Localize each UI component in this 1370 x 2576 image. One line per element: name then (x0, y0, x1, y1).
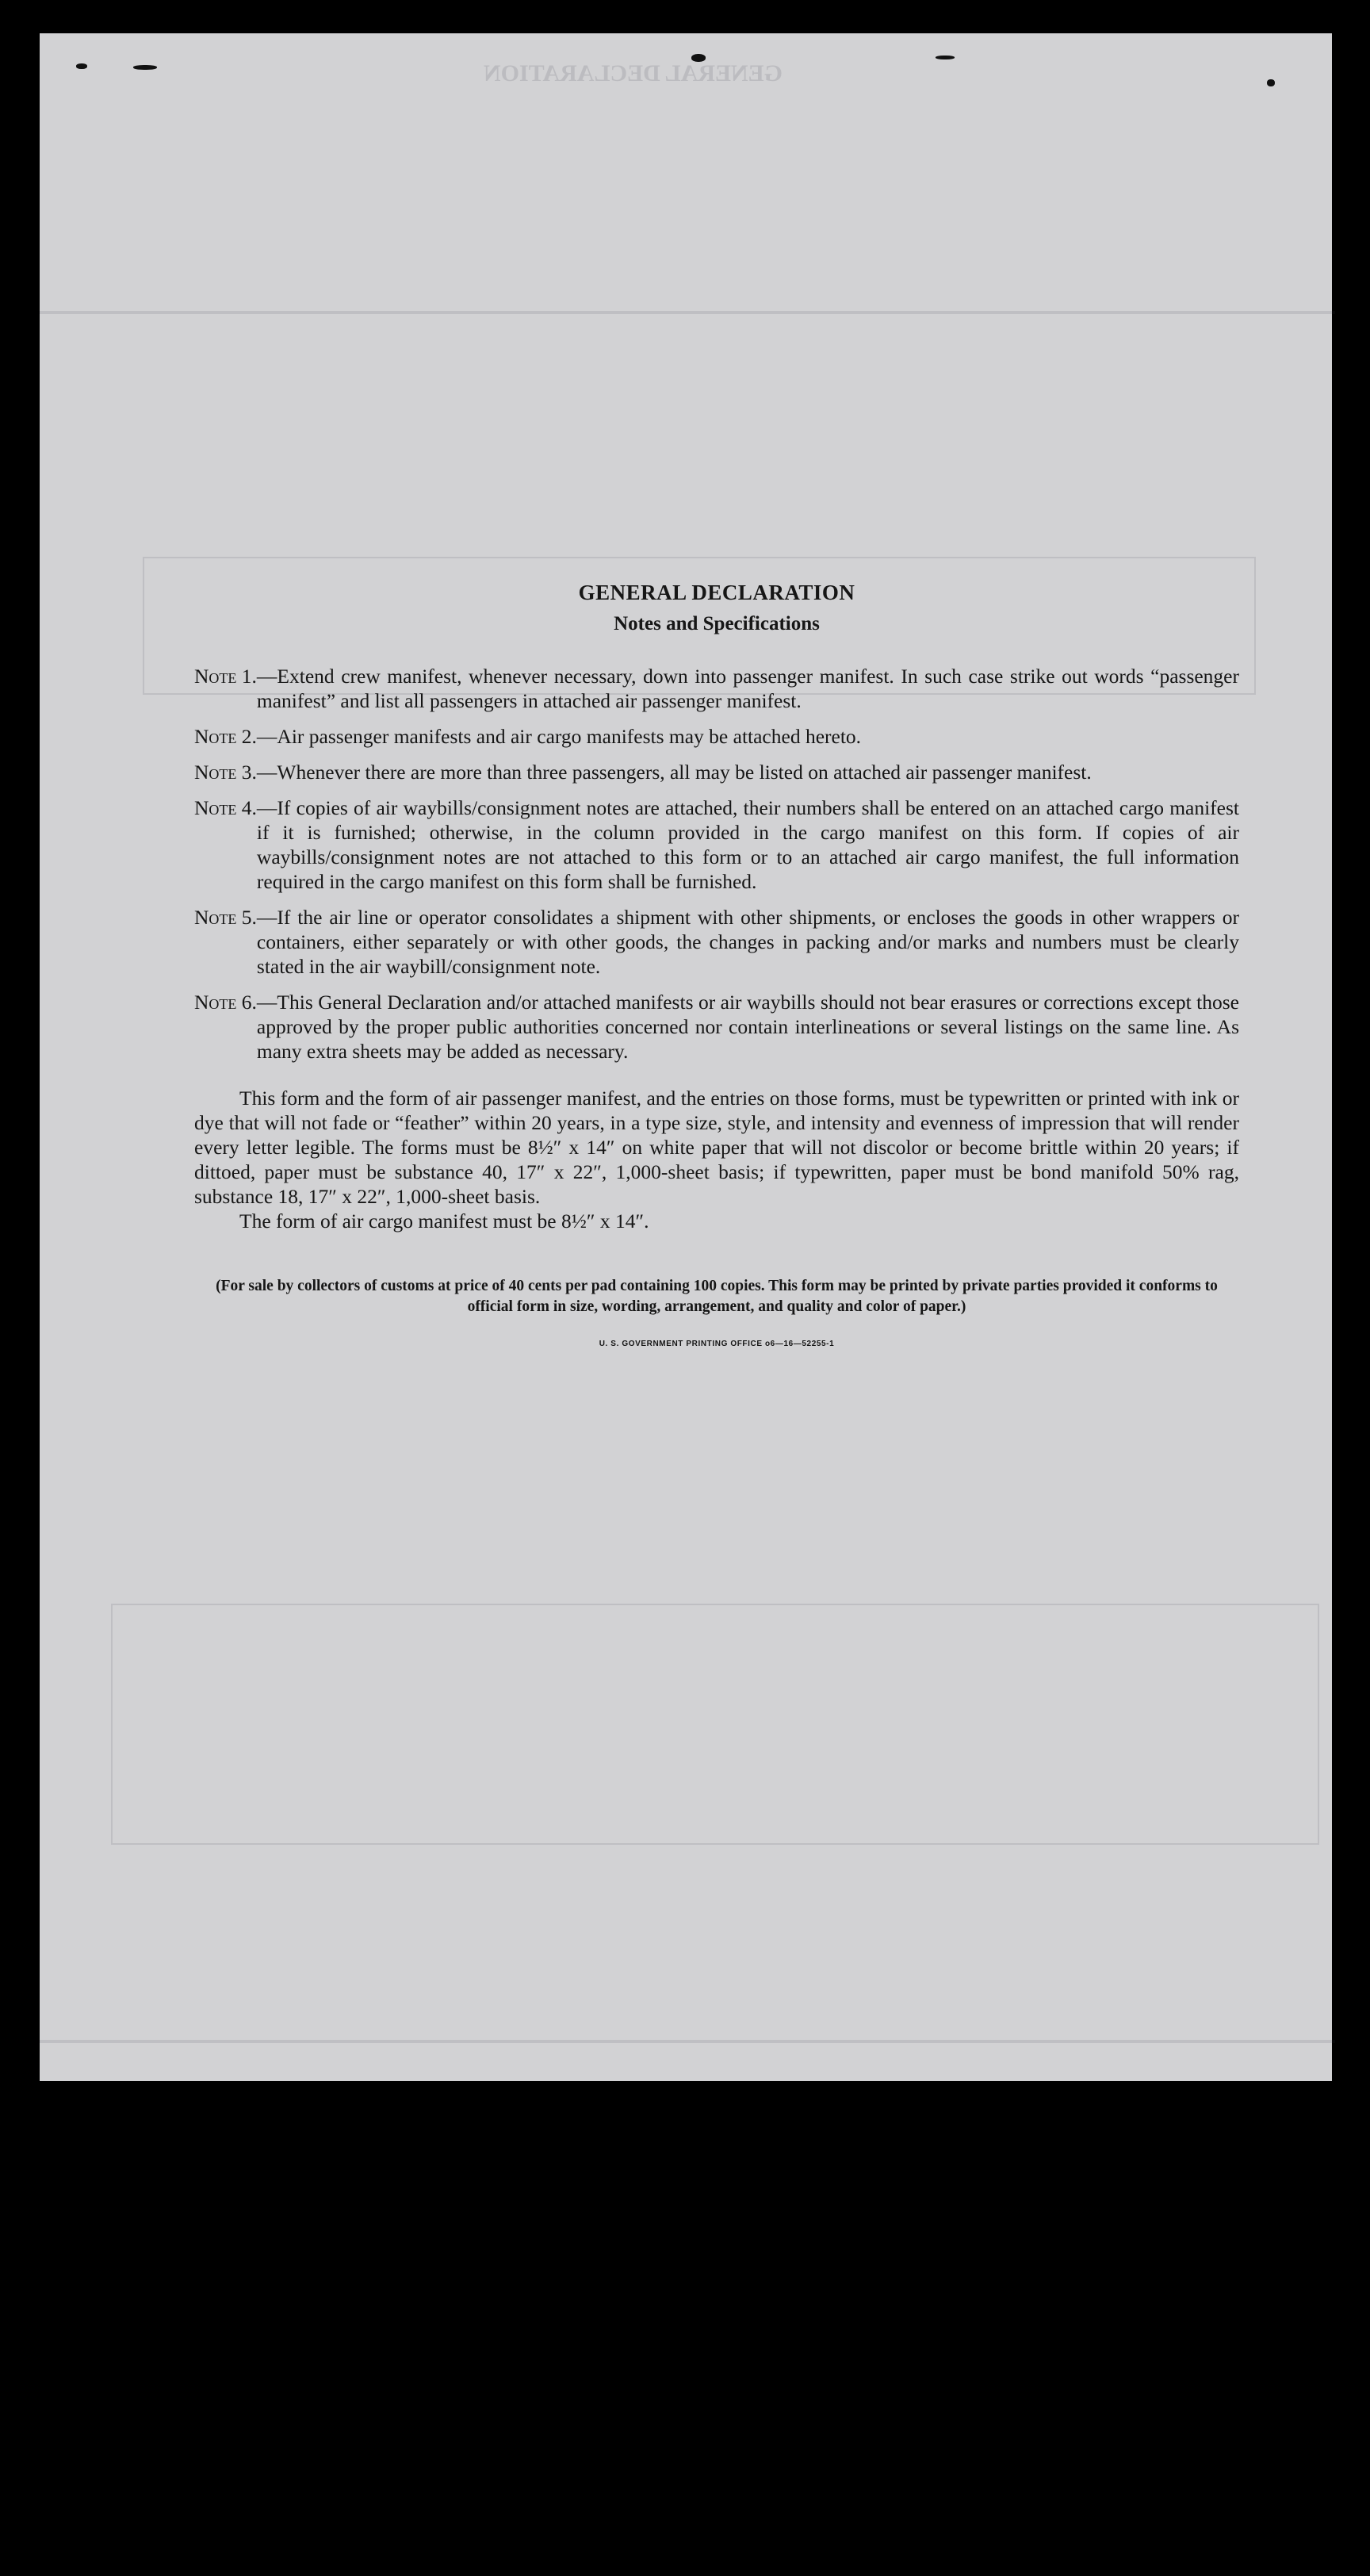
cargo-form-size-line: The form of air cargo manifest must be 8½″ x 14″. (239, 1209, 649, 1232)
note-text: —If copies of air waybills/consignment notes are attached, their numbers shall be entered on an attached cargo manifest if it is furnished; otherwise, in the column provided in the cargo manifest on this form. If copies of air waybills/consignment notes are not attached to this form or to an attached air cargo manifest, the full information required in the cargo manifest on this form shall be furnished. (256, 796, 1239, 893)
note-text: —If the air line or operator consolidates a shipment with other shipments, or encloses the goods in other wrappers or containers, either separately or with other goods, the changes in packing and/or marks and numbers must be clearly stated in the air waybill/consignment note. (256, 906, 1239, 978)
printer-imprint: U. S. GOVERNMENT PRINTING OFFICE o6—16—52255-1 (599, 1340, 835, 1348)
note-text: —Whenever there are more than three passengers, all may be listed on attached air passenger manifest. (256, 761, 1092, 784)
form-specification-paragraph: This form and the form of air passenger manifest, and the entries on those forms, must be typewritten or printed with ink or dye that will not fade or “feather” within 20 years, in a type size, style, and intensity and evenness of impression that will render every letter legible. The forms must be 8½″ x 14″ on white paper that will not discolor or become brittle within 20 years; if dittoed, paper must be substance 40, 17″ x 22″, 1,000-sheet basis; if typewritten, paper must be bond manifold 50% rag, substance 18, 17″ x 22″, 1,000-sheet basis. (194, 1087, 1239, 1208)
bleed-through-footer-line (40, 2040, 1335, 2043)
document-subtitle: Notes and Specifications (614, 613, 820, 634)
bleed-through-heading: GENERAL DECLARATION (484, 60, 783, 86)
note-label: Note 4. (194, 796, 257, 819)
scan-speck (936, 56, 955, 59)
scan-speck (691, 54, 706, 62)
note-6 (194, 990, 1239, 1064)
declaration-content (194, 581, 1239, 1348)
note-1 (194, 664, 1239, 713)
note-label: Note 1. (194, 665, 257, 688)
note-text: —Air passenger manifests and air cargo manifests may be attached hereto. (256, 725, 862, 748)
document-title: GENERAL DECLARATION (578, 581, 855, 604)
note-label: Note 2. (194, 725, 257, 748)
bleed-through-cargo-table (111, 1604, 1319, 1845)
sale-notice: (For sale by collectors of customs at price of 40 cents per pad containing 100 copies. This form may be printed by private parties provided it conforms to official form in size, wording, arrangement, and quality and color of paper.) (216, 1278, 1218, 1315)
bleed-through-table-line (40, 311, 1335, 314)
note-text: —This General Declaration and/or attached manifests or air waybills should not bear erasures or corrections except those approved by the proper public authorities concerned nor contain interlineations or several listings on the same line. As many extra sheets may be added as necessary. (256, 991, 1239, 1063)
note-label: Note 5. (194, 906, 257, 929)
note-3 (194, 760, 1239, 784)
note-2 (194, 724, 1239, 749)
scan-speck (1267, 79, 1275, 86)
note-text: —Extend crew manifest, whenever necessary, down into passenger manifest. In such case strike out words “passenger manifest” and list all passengers in attached air passenger manifest. (256, 665, 1239, 712)
scan-speck (133, 65, 157, 70)
note-label: Note 6. (194, 991, 257, 1014)
note-4 (194, 795, 1239, 894)
note-5 (194, 905, 1239, 979)
document-page (40, 33, 1332, 2081)
scan-speck (76, 63, 87, 69)
note-label: Note 3. (194, 761, 257, 784)
